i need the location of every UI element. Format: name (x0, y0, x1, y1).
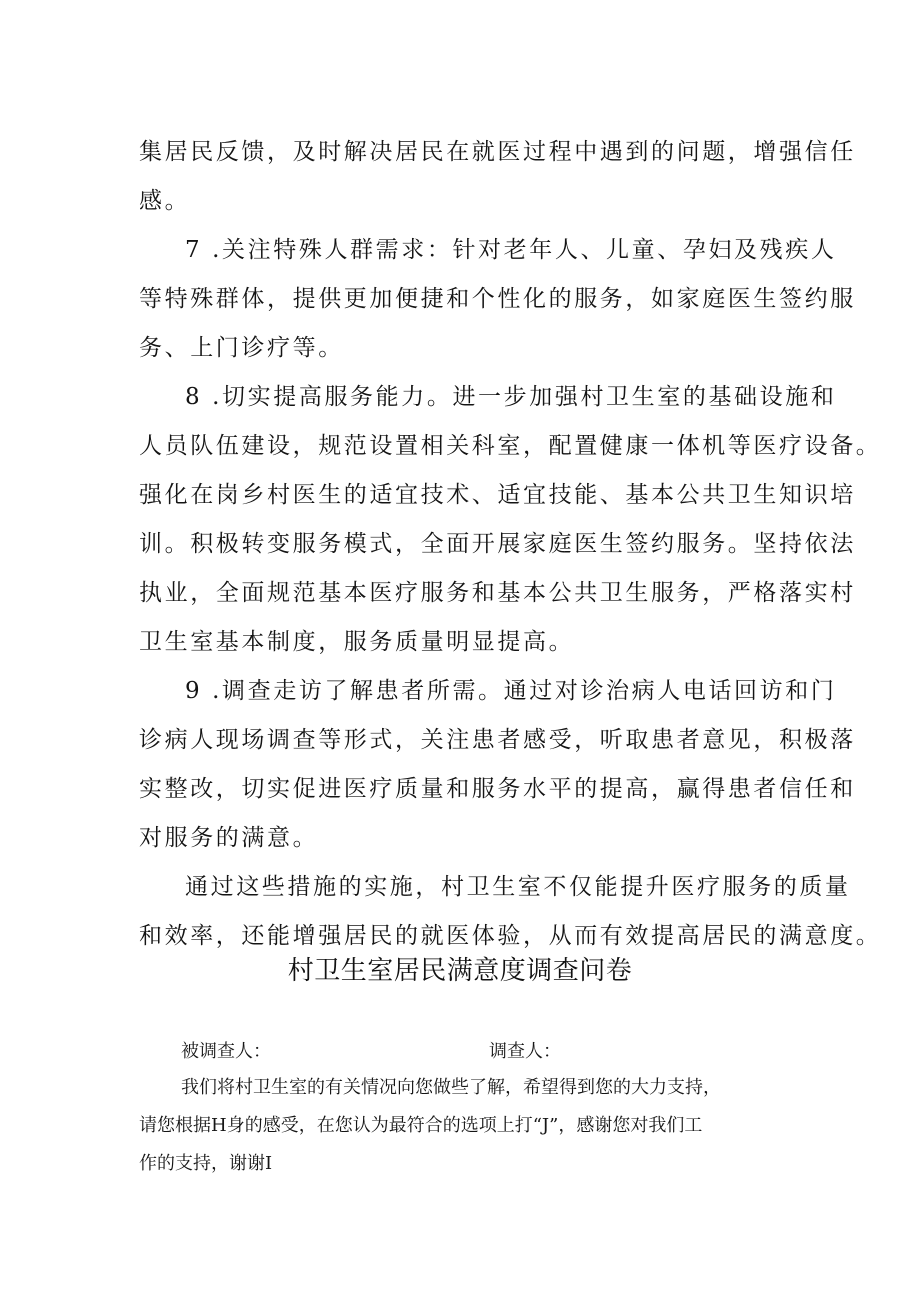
body-line: 和效率，还能增强居民的就医体验，从而有效提高居民的满意度。 (139, 923, 882, 949)
body-line: 对服务的满意。 (139, 825, 319, 851)
body-line: 人员队伍建设，规范设置相关科室，配置健康一体机等医疗设备。 (139, 433, 882, 459)
conclusion-line: 通过这些措施的实施，村卫生室不仅能提升医疗服务的质量 (185, 874, 851, 900)
survey-intro-line: 请您根据H身的感受，在您认为最符合的选项上打“J”，感谢您对我们工 (139, 1115, 703, 1136)
body-line: 卫生室基本制度，服务质量明显提高。 (139, 629, 575, 655)
survey-title: 村卫生室居民满意度调查问卷 (287, 956, 633, 986)
body-line: 训。积极转变服务模式，全面开展家庭医生签约服务。坚持依法 (139, 531, 856, 557)
body-line: 诊病人现场调查等形式，关注患者感受，听取患者意见，积极落 (139, 727, 856, 753)
body-line: 实整改，切实促进医疗质量和服务水平的提高，赢得患者信任和 (139, 776, 856, 802)
investigator-label: 调查人： (489, 1041, 561, 1062)
item-9-heading-line: 9 .调查走访了解患者所需。通过对诊治病人电话回访和门 (185, 678, 837, 704)
item-8-heading-line: 8 .切实提高服务能力。进一步加强村卫生室的基础设施和 (185, 384, 837, 410)
item-7-heading-line: 7 .关注特殊人群需求：针对老年人、儿童、孕妇及残疾人 (185, 237, 837, 263)
survey-intro-line: 作的支持，谢谢I (139, 1153, 273, 1174)
body-line: 集居民反馈，及时解决居民在就医过程中遇到的问题，增强信任 (139, 139, 856, 165)
body-line: 务、上门诊疗等。 (139, 335, 344, 361)
survey-intro-line: 我们将村卫生室的有关情况向您做些了解，希望得到您的大力支持， (181, 1077, 721, 1098)
body-line: 感。 (139, 188, 191, 214)
body-line: 执业，全面规范基本医疗服务和基本公共卫生服务，严格落实村 (139, 580, 856, 606)
body-line: 强化在岗乡村医生的适宜技术、适宜技能、基本公共卫生知识培 (139, 482, 856, 508)
body-line: 等特殊群体，提供更加便捷和个性化的服务，如家庭医生签约服 (139, 286, 856, 312)
respondent-label: 被调查人： (181, 1041, 271, 1062)
